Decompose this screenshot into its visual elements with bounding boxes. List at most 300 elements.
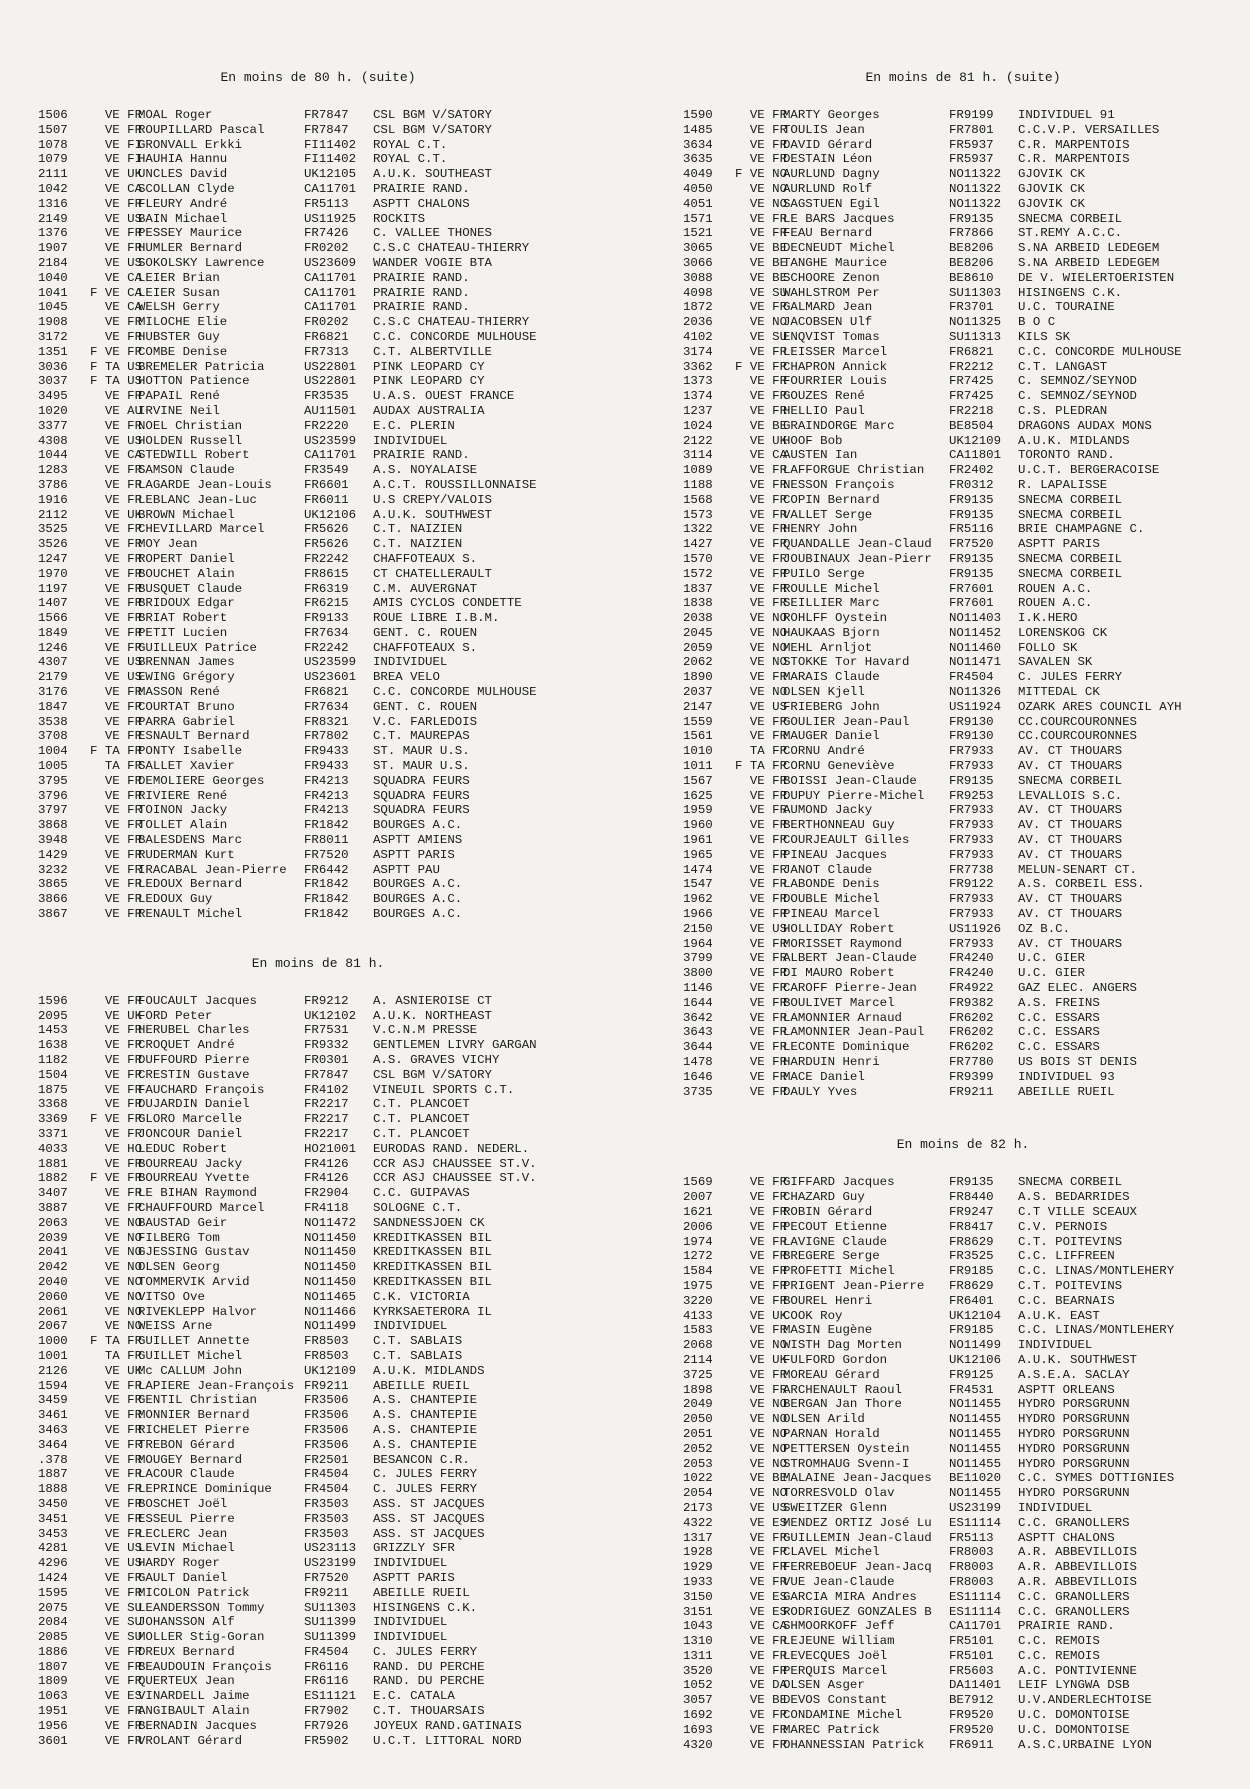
entry-number: 2173 [683,1500,713,1515]
entry-number: 1272 [683,1249,713,1264]
result-row [683,108,1243,123]
rider-name: PINEAU Marcel [783,907,880,922]
entry-number: 3799 [683,951,713,966]
entry-category-country: VE SU [90,1630,143,1645]
club-code: FR8003 [949,1545,994,1560]
club-name: ASS. ST JACQUES [373,1511,485,1526]
entry-category-country: VE UK [735,1352,788,1367]
club-code: NO11460 [949,640,1002,655]
club-name: C.S. PLEDRAN [1018,403,1108,418]
entry-number: 3057 [683,1693,713,1708]
entry-category-country: VE FR [90,1422,143,1437]
rider-name: ESSEUL Pierre [138,1511,235,1526]
club-code: FR0202 [304,241,349,256]
result-row [683,1605,1243,1620]
club-name: ASPTT PARIS [373,1570,455,1585]
entry-number: 3887 [38,1200,68,1215]
entry-number: 4281 [38,1541,68,1556]
result-row [683,729,1243,744]
result-row [683,1575,1243,1590]
club-name: C. JULES FERRY [373,1467,478,1482]
club-name: CSL BGM V/SATORY [373,1067,492,1082]
club-name: A.S. CHANTEPIE [373,1393,478,1408]
rider-name: BAUSTAD Geir [138,1215,228,1230]
rider-name: PINEAU Jacques [783,847,888,862]
result-row [38,1171,598,1186]
result-row [38,271,598,286]
entry-category-country: VE NO [735,640,788,655]
result-row [683,863,1243,878]
entry-number: 3786 [38,477,68,492]
result-row [38,360,598,375]
club-code: FR7313 [304,344,349,359]
club-name: ST. MAUR U.S. [373,744,470,759]
result-row [38,1527,598,1542]
entry-number: 1594 [38,1378,68,1393]
result-row [38,789,598,804]
entry-number: 1882 [38,1171,68,1186]
club-code: AU11501 [304,403,357,418]
entry-category-country: VE HO [90,1141,143,1156]
result-row [683,1634,1243,1649]
entry-category-country: VE NO [90,1215,143,1230]
club-name: C.S.C CHATEAU-THIERRY [373,241,530,256]
result-row [38,803,598,818]
entry-category-country: VE US [90,255,143,270]
club-code: CA11701 [304,181,357,196]
entry-category-country: VE FR [735,1084,788,1099]
club-name: C.T. POITEVINS [1018,1278,1123,1293]
entry-category-country: VE FR [735,300,788,315]
result-row [683,1501,1243,1516]
result-row [38,1275,598,1290]
rider-name: VROLANT Gérard [138,1733,243,1748]
entry-number: 3371 [38,1127,68,1141]
club-name: A.U.K. MIDLANDS [1018,433,1130,448]
rider-name: SOKOLSKY Lawrence [138,255,265,270]
rider-name: LABONDE Denis [783,877,880,892]
entry-category-country: F VE FR [90,344,143,359]
result-row [683,641,1243,656]
entry-category-country: VE FR [90,1408,143,1423]
result-row [38,226,598,241]
club-name: LORENSKOG CK [1018,625,1108,640]
result-row [683,567,1243,582]
result-row [38,508,598,523]
club-name: C.C.V.P. VERSAILLES [1018,122,1160,137]
entry-number: 3065 [683,241,713,256]
result-row [38,1364,598,1379]
result-row [38,818,598,833]
entry-number: 1837 [683,581,713,596]
entry-category-country: VE FR [90,625,143,640]
result-row [683,582,1243,597]
rider-name: HENRY John [783,522,858,537]
entry-category-country: VE ES [735,1604,788,1619]
rider-name: SALLET Xavier [138,759,235,774]
entry-number: 3708 [38,729,68,744]
entry-category-country: VE FR [90,818,143,833]
rider-name: BERNADIN Jacques [138,1718,257,1733]
club-name: A.S. NOYALAISE [373,463,478,478]
entry-category-country: VE NO [90,1245,143,1260]
entry-category-country: VE SU [90,1615,143,1630]
rider-name: ALBERT Jean-Claude [783,951,917,966]
club-name: AV. CT THOUARS [1018,847,1123,862]
entry-number: 1507 [38,122,68,137]
club-name: BOURGES A.C. [373,892,463,907]
entry-number: 1573 [683,507,713,522]
club-name: HYDRO PORSGRUNN [1018,1426,1130,1441]
entry-category-country: VE FR [735,152,788,167]
entry-number: 4322 [683,1515,713,1530]
entry-number: 1453 [38,1023,68,1038]
result-row [38,1556,598,1571]
result-row [38,1216,598,1231]
result-row [683,744,1243,759]
club-code: FR7802 [304,729,349,744]
rider-name: GUILLEUX Patrice [138,640,257,655]
entry-number: 1089 [683,463,713,478]
club-code: FR5116 [949,522,994,537]
club-name: C.C. LINAS/MONTLEHERY [1018,1323,1175,1338]
entry-category-country: VE FR [735,1367,788,1382]
club-code: FR8503 [304,1334,349,1349]
result-row [38,493,598,508]
rider-name: HERUBEL Charles [138,1023,250,1038]
club-name: A.S. FREINS [1018,995,1100,1010]
entry-category-country: VE FR [90,315,143,330]
entry-category-country: VE CA [735,1619,788,1634]
club-code: FR8011 [304,833,349,848]
rider-name: WELSH Gerry [138,300,220,315]
entry-category-country: VE FR [90,196,143,211]
club-code: FR9135 [949,773,994,788]
rider-name: HOLDEN Russell [138,433,243,448]
result-row [683,774,1243,789]
club-name: ROUEN A.C. [1018,596,1093,611]
result-row [38,1083,598,1098]
result-row [38,1393,598,1408]
entry-category-country: VE FR [90,1482,143,1497]
entry-category-country: VE US [90,670,143,685]
rider-name: HOTTON Patience [138,374,250,389]
entry-category-country: VE FR [735,788,788,803]
entry-number: 4033 [38,1141,68,1156]
club-name: CHAFFOTEAUX S. [373,640,478,655]
entry-category-country: VE FR [90,611,143,626]
result-row [683,448,1243,463]
club-name: C.T. POITEVINS [1018,1234,1123,1249]
entry-category-country: VE FR [90,581,143,596]
entry-category-country: VE ES [90,1689,143,1704]
result-row [38,567,598,582]
entry-category-country: VE FR [90,1570,143,1585]
rider-name: ROPERT Daniel [138,551,235,566]
club-code: NO11322 [949,167,1002,182]
result-row [38,626,598,641]
rider-name: ROUPILLARD Pascal [138,122,265,137]
result-row [683,951,1243,966]
club-name: A.R. ABBEVILLOIS [1018,1560,1137,1575]
club-code: SU11399 [304,1630,357,1645]
rider-name: CHEVILLARD Marcel [138,522,265,537]
rider-name: LECLERC Jean [138,1526,228,1541]
entry-category-country: VE UK [735,433,788,448]
entry-number: 2063 [38,1215,68,1230]
result-row [683,996,1243,1011]
entry-number: 2039 [38,1230,68,1245]
result-row [683,877,1243,892]
rider-name: GENTIL Christian [138,1393,257,1408]
club-name: A.R. ABBEVILLOIS [1018,1545,1137,1560]
club-name: AMIS CYCLOS CONDETTE [373,596,522,611]
club-name: ASPTT CHALONS [1018,1530,1115,1545]
result-row [683,1738,1243,1753]
entry-number: 1646 [683,1069,713,1084]
club-code: FR2402 [949,463,994,478]
rider-name: PARNAN Horald [783,1426,880,1441]
entry-number: 4133 [683,1308,713,1323]
entry-number: 3407 [38,1186,68,1201]
club-code: FR7933 [949,907,994,922]
club-code: FR8629 [949,1278,994,1293]
entry-number: 1351 [38,344,68,359]
entry-category-country: VE FR [735,1634,788,1649]
result-row [683,1338,1243,1353]
entry-number: 1849 [38,625,68,640]
result-row [38,404,598,419]
entry-number: 1011 [683,759,713,774]
rider-name: IRACABAL Jean-Pierre [138,862,287,877]
entry-category-country: TA FR [735,744,788,759]
result-row [683,1309,1243,1324]
entry-category-country: VE FR [90,1156,143,1171]
club-name: HYDRO PORSGRUNN [1018,1486,1130,1501]
result-row [38,1097,598,1112]
entry-category-country: VE NO [735,655,788,670]
result-row [38,1319,598,1334]
entry-number: 3450 [38,1496,68,1511]
rider-name: COMBE Denise [138,344,228,359]
club-code: SU11303 [949,285,1002,300]
entry-number: 1638 [38,1038,68,1053]
entry-number: 1020 [38,403,68,418]
result-row [683,966,1243,981]
club-name: PRAIRIE RAND. [1018,1619,1115,1634]
club-name: ST. MAUR U.S. [373,759,470,774]
result-row [38,197,598,212]
club-code: FR8003 [949,1560,994,1575]
entry-number: 1004 [38,744,68,759]
entry-category-country: VE NO [735,1338,788,1353]
club-code: FR8003 [949,1574,994,1589]
entry-category-country: VE FR [735,1663,788,1678]
rider-name: BERTHONNEAU Guy [783,818,895,833]
entry-category-country: VE FR [90,566,143,581]
club-code: FR9130 [949,729,994,744]
club-name: CHAFFOTEAUX S. [373,551,478,566]
entry-number: 3377 [38,418,68,433]
club-code: NO11450 [304,1260,357,1275]
club-code: US23601 [304,670,357,685]
entry-category-country: VE FR [735,1055,788,1069]
rider-name: LEIER Brian [138,270,220,285]
club-code: FR7933 [949,833,994,848]
rider-name: CONDAMINE Michel [783,1708,902,1723]
entry-number: 2045 [683,625,713,640]
rider-name: COURTAT Bruno [138,699,235,714]
rider-name: GOULIER Jean-Paul [783,714,910,729]
entry-number: 3453 [38,1526,68,1541]
result-row [683,345,1243,360]
entry-number: 1374 [683,389,713,404]
result-row [683,1516,1243,1531]
entry-category-country: VE FR [735,833,788,848]
rider-name: FOURRIER Louis [783,374,888,389]
result-row [683,1055,1243,1070]
club-code: NO11450 [304,1230,357,1245]
club-code: FR5101 [949,1634,994,1649]
club-name: A.U.K. NORTHEAST [373,1008,492,1023]
entry-number: 3464 [38,1437,68,1452]
club-name: ROCKITS [373,211,426,226]
club-name: BOURGES A.C. [373,818,463,833]
entry-category-country: VE FR [90,833,143,848]
club-code: ES11114 [949,1604,1002,1619]
rider-name: LACOUR Claude [138,1467,235,1482]
entry-number: 1427 [683,537,713,552]
entry-number: 2122 [683,433,713,448]
entry-number: 3368 [38,1097,68,1112]
entry-category-country: VE ES [735,1515,788,1530]
club-name: KILS SK [1018,329,1071,344]
club-code: FR8440 [949,1190,994,1205]
result-row [683,552,1243,567]
entry-number: 1956 [38,1718,68,1733]
club-code: FR0301 [304,1053,349,1068]
club-name: ASPTT CHALONS [373,196,470,211]
result-row [683,1220,1243,1235]
club-code: FR7520 [304,1570,349,1585]
entry-category-country: VE FR [735,1204,788,1219]
club-code: FR6215 [304,596,349,611]
club-code: US22801 [304,374,357,389]
rider-name: TANGHE Maurice [783,255,888,270]
entry-category-country: VE FR [735,226,788,241]
entry-number: 2050 [683,1412,713,1427]
entry-number: 3797 [38,803,68,818]
result-row [38,448,598,463]
rider-name: DEVOS Constant [783,1693,888,1708]
entry-number: 2179 [38,670,68,685]
club-code: FR7933 [949,892,994,907]
entry-number: 2147 [683,699,713,714]
rider-name: QUERTEUX Jean [138,1674,235,1689]
rider-name: RENAULT Michel [138,907,243,922]
rider-name: OLSEN Kjell [783,685,865,700]
result-row [38,1586,598,1601]
entry-category-country: VE NO [90,1304,143,1319]
rider-name: BROWN Michael [138,507,235,522]
club-name: C. JULES FERRY [373,1644,478,1659]
section-title: En moins de 81 h. (suite) [865,70,1061,85]
entry-number: 4296 [38,1556,68,1571]
club-code: US23113 [304,1541,357,1556]
rider-name: PUILO Serge [783,566,865,581]
entry-number: 1063 [38,1689,68,1704]
entry-category-country: VE NO [735,625,788,640]
entry-number: 2149 [38,211,68,226]
rider-name: JANOT Claude [783,862,873,877]
club-code: CA11701 [304,270,357,285]
club-code: FR6319 [304,581,349,596]
result-row [683,1678,1243,1693]
rider-name: BREGERE Serge [783,1249,880,1264]
entry-number: 3220 [683,1293,713,1308]
entry-number: 1424 [38,1570,68,1585]
entry-number: 3725 [683,1367,713,1382]
entry-category-country: VE FR [735,1219,788,1234]
result-row [38,907,598,922]
result-row [38,641,598,656]
entry-number: 2052 [683,1441,713,1456]
entry-number: 1590 [683,108,713,122]
result-row [683,241,1243,256]
club-code: FR1842 [304,877,349,892]
club-code: FR4531 [949,1382,994,1397]
club-code: FR2242 [304,640,349,655]
club-code: FR5626 [304,522,349,537]
club-name: C.C. REMOIS [1018,1648,1100,1663]
entry-number: 3643 [683,1025,713,1040]
rider-name: LEBLANC Jean-Luc [138,492,257,507]
club-name: SAVALEN SK [1018,655,1093,670]
rider-name: GRAINDORGE Marc [783,418,895,433]
rider-name: MACE Daniel [783,1069,865,1084]
club-code: NO11326 [949,685,1002,700]
entry-number: 2095 [38,1008,68,1023]
entry-category-country: F TA US [90,374,143,389]
club-code: FR7933 [949,759,994,774]
entry-category-country: VE FR [735,1175,788,1190]
club-name: SNECMA CORBEIL [1018,566,1123,581]
club-code: FR9332 [304,1038,349,1053]
club-name: A.U.K. SOUTHWEST [1018,1352,1137,1367]
entry-number: 1890 [683,670,713,685]
result-row [38,167,598,182]
club-code: FR1842 [304,818,349,833]
entry-category-country: VE FR [90,389,143,404]
club-code: FR6821 [304,329,349,344]
entry-category-country: VE FR [735,1234,788,1249]
club-code: FR6011 [304,492,349,507]
result-row [683,167,1243,182]
club-name: PRAIRIE RAND. [373,448,470,463]
entry-category-country: VE FR [735,596,788,611]
entry-category-country: VE FR [90,1186,143,1201]
club-code: FR7425 [949,374,994,389]
club-code: FR6202 [949,1010,994,1025]
rider-name: NESSON François [783,477,895,492]
club-name: OZARK ARES COUNCIL AYH [1018,699,1182,714]
club-code: FR9211 [304,1585,349,1600]
club-name: ROYAL C.T. [373,137,448,152]
rider-name: BEAUDOUIN François [138,1659,272,1674]
entry-category-country: VE FR [90,1023,143,1038]
result-row [683,434,1243,449]
rider-name: BREMELER Patricia [138,359,265,374]
